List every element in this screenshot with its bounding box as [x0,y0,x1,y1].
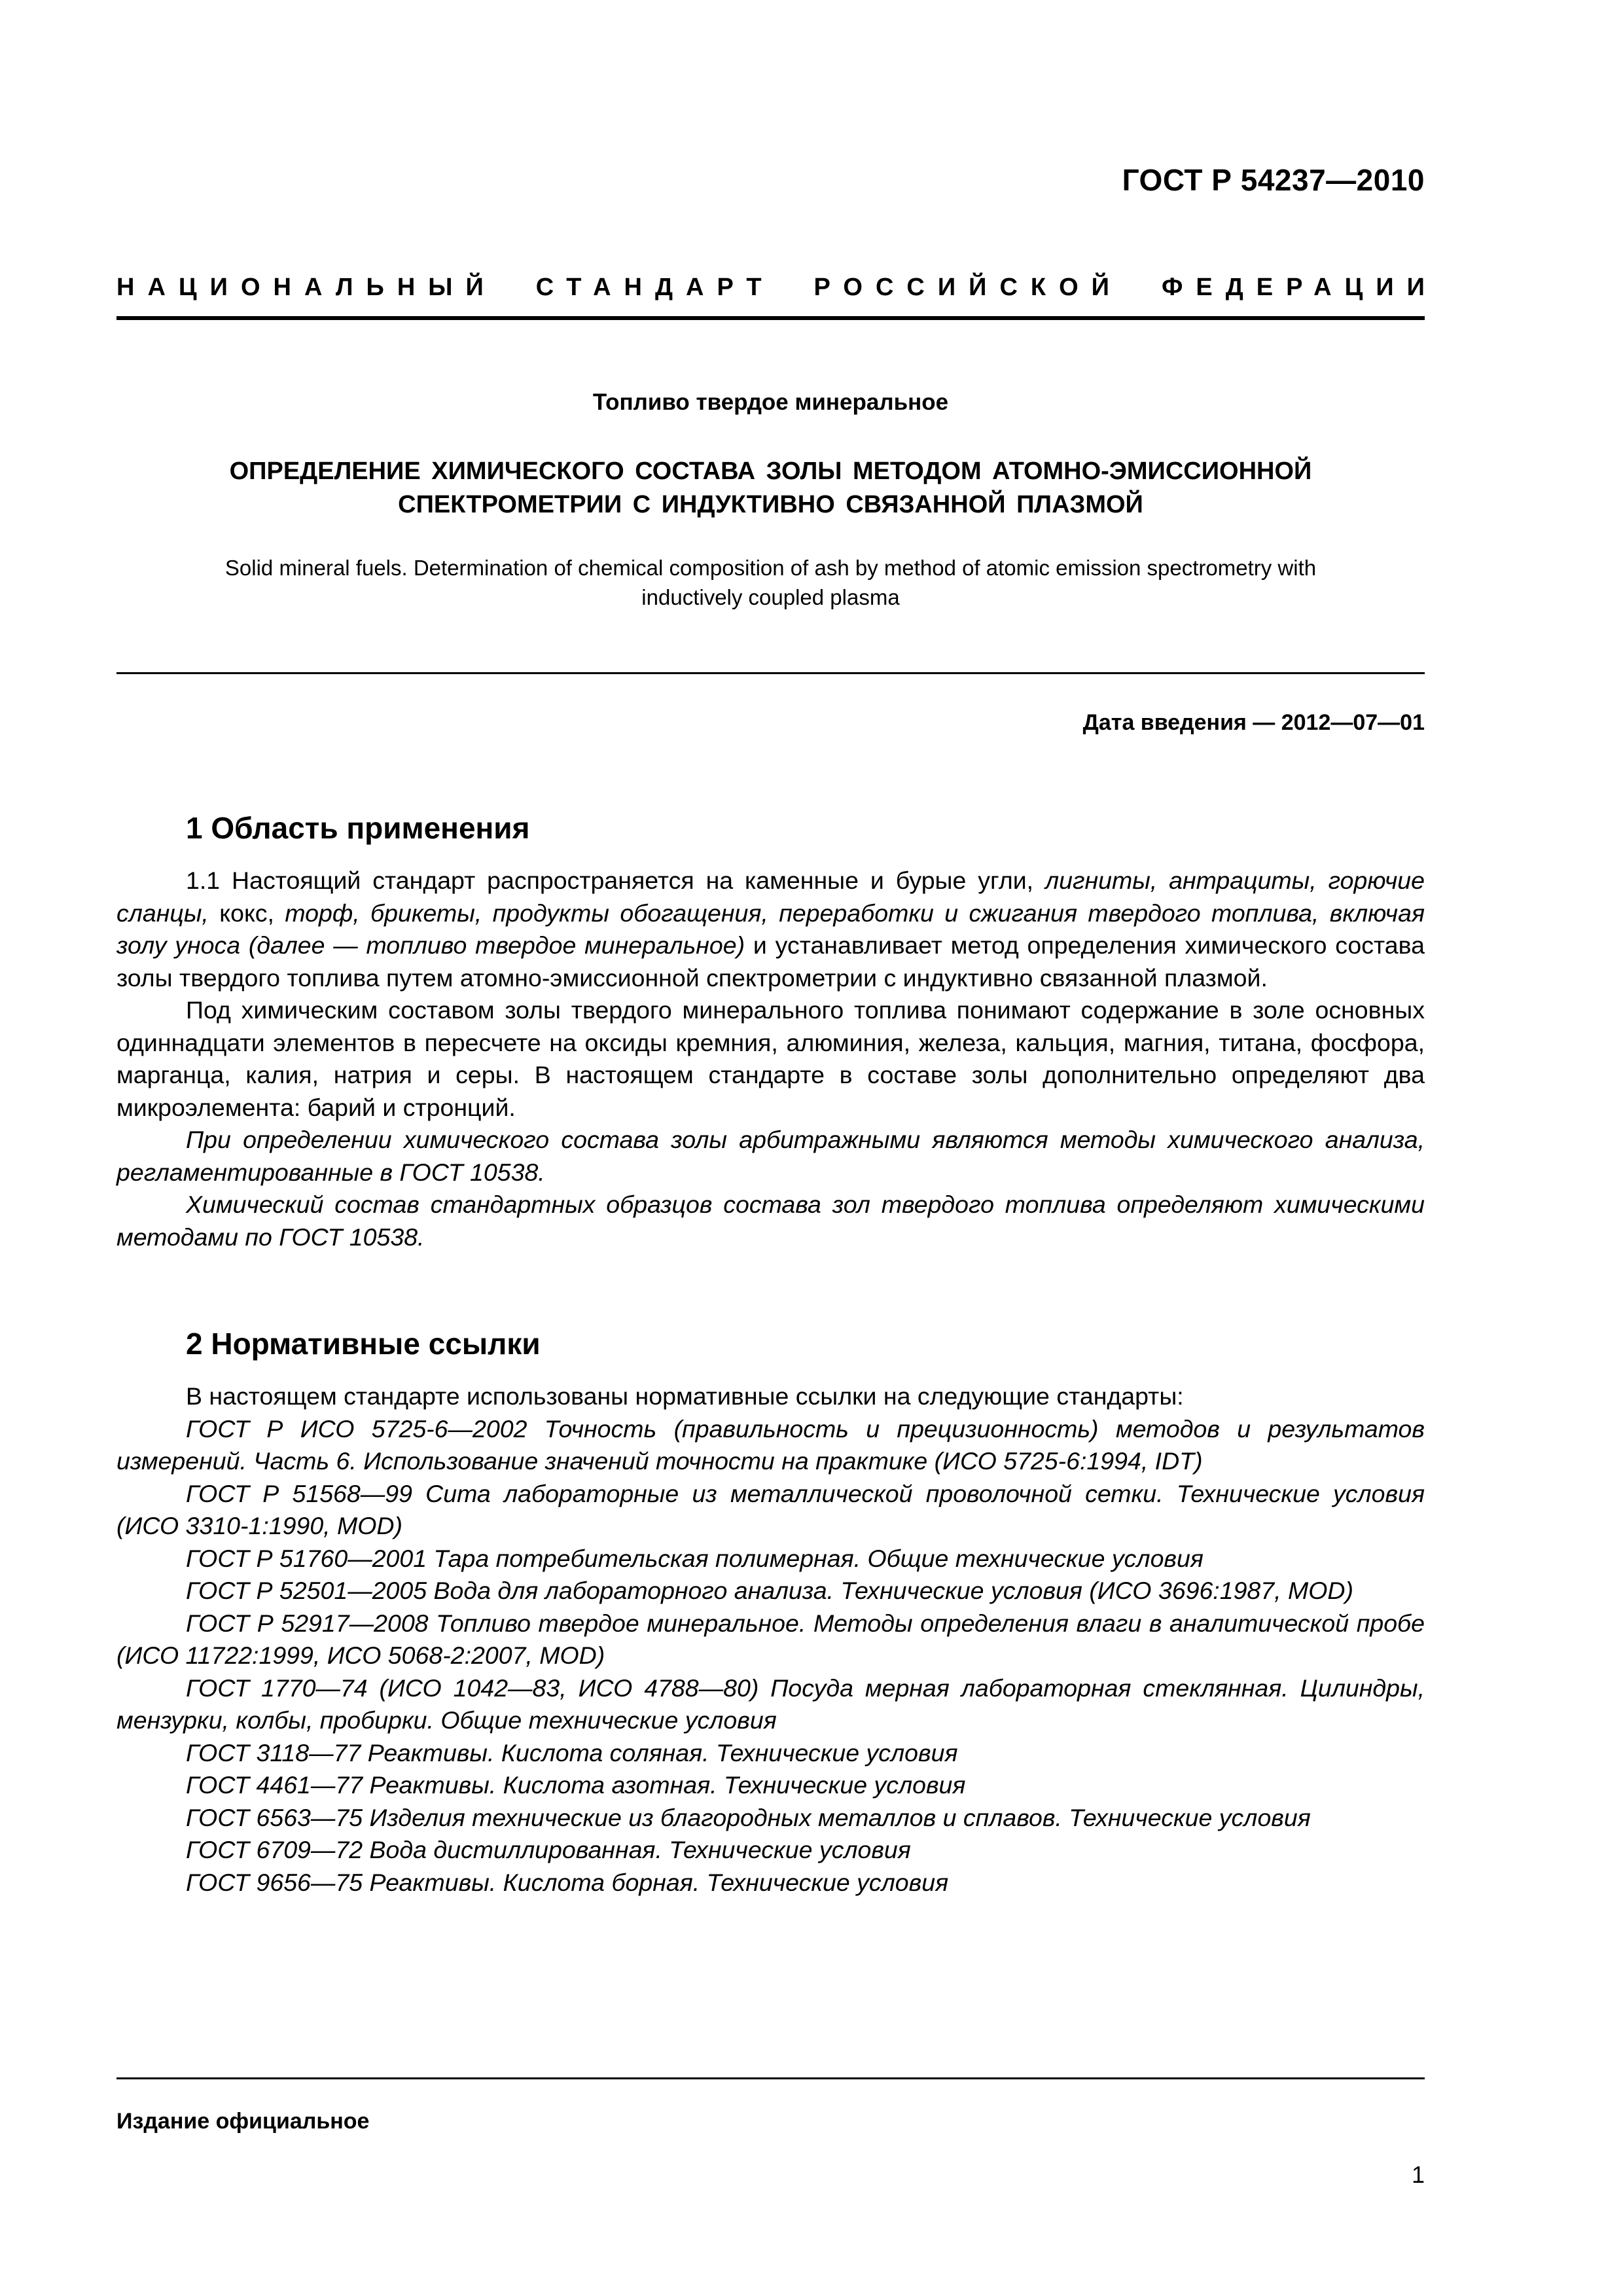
title-divider [116,672,1425,674]
reference-item: ГОСТ Р 52917—2008 Топливо твердое минеральное. Методы определения влаги в аналитической пробе (ИСО 11722:1999, ИСО 5068-2:2007, MOD) [116,1609,1425,1669]
document-title [116,455,1425,522]
document-page [116,0,1438,2296]
section-scope-body [116,865,1425,1253]
text-run: и устанавливает метод определения химического состава золы твердого топлива путем атомно-эмиссионной спектрометрии с индуктивно связанной плазмой. [116,931,1425,992]
paragraph: Химический состав стандартных образцов состава зол твердого топлива определяют химическими методами по ГОСТ 10538. [116,1191,1425,1251]
paragraph: Под химическим составом золы твердого минерального топлива понимают содержание в золе основных одиннадцати элементов в пересчете на оксиды кремния, алюминия, железа, кальция, магния, титана, фосфора, марганца, калия, натрия и серы. В настоящем стандарте в составе золы дополнительно определяют два микроэлемента: барий и стронций. [116,996,1425,1121]
gost-code: ГОСТ Р 54237—2010 [1122,163,1425,197]
title-line: ОПРЕДЕЛЕНИЕ ХИМИЧЕСКОГО СОСТАВА ЗОЛЫ МЕТОДОМ АТОМНО-ЭМИССИОННОЙ [229,457,1312,485]
reference-item: ГОСТ Р ИСО 5725-6—2002 Точность (правильность и прецизионность) методов и результатов измерений. Часть 6. Использование значений точности на практике (ИСО 5725-6:1994, IDT) [116,1414,1425,1475]
official-edition-label: Издание официальное [116,2109,370,2134]
paragraph: При определении химического состава золы арбитражными являются методы химического анализа, регламентированные в ГОСТ 10538. [116,1126,1425,1186]
text-run: кокс, [208,899,285,927]
banner-word: ФЕДЕРАЦИИ [1161,274,1438,301]
section-normative-refs-body [116,1380,1425,1899]
document-subtitle: Топливо твердое минеральное [592,389,949,415]
paragraph: В настоящем стандарте использованы нормативные ссылки на следующие стандарты: [186,1382,1184,1410]
reference-item: ГОСТ 4461—77 Реактивы. Кислота азотная. Технические условия [186,1771,966,1799]
english-title-line: Solid mineral fuels. Determination of chemical composition of ash by method of atomic emission spectrometry with [224,556,1317,580]
section-heading-normative-refs: 2 Нормативные ссылки [186,1327,541,1361]
paragraph [116,865,1425,994]
header-divider [116,316,1425,320]
reference-item: ГОСТ Р 51568—99 Сита лабораторные из металлической проволочной сетки. Технические условия (ИСО 3310-1:1990, MOD) [116,1479,1425,1539]
national-standard-banner [116,274,1438,302]
reference-item: ГОСТ 6563—75 Изделия технические из благородных металлов и сплавов. Технические условия [186,1803,1311,1831]
reference-item: ГОСТ Р 51760—2001 Тара потребительская полимерная. Общие технические условия [186,1544,1204,1572]
introduction-date: Дата введения — 2012—07—01 [1082,710,1425,735]
text-run-italic: торф, брикеты, продукты обогащения, переработки и сжигания твердого топлива, включая золу уноса (далее — топливо твердое минеральное) [116,899,1425,959]
section-heading-scope: 1 Область применения [186,811,530,845]
reference-item: ГОСТ 3118—77 Реактивы. Кислота соляная. Технические условия [186,1738,958,1767]
page-number: 1 [1411,2161,1425,2188]
text-run-italic: лигниты, антрациты, горючие сланцы, [116,867,1425,927]
banner-word: СТАНДАРТ [535,274,775,301]
reference-item: ГОСТ 6709—72 Вода дистиллированная. Технические условия [186,1836,911,1863]
footer-divider [116,2077,1425,2079]
title-line: СПЕКТРОМЕТРИИ С ИНДУКТИВНО СВЯЗАННОЙ ПЛАЗМОЙ [398,491,1143,518]
reference-item: ГОСТ 1770—74 (ИСО 1042—83, ИСО 4788—80) Посуда мерная лабораторная стеклянная. Цилиндры, мензурки, колбы, пробирки. Общие технические условия [116,1674,1425,1734]
reference-item: ГОСТ 9656—75 Реактивы. Кислота борная. Технические условия [186,1868,949,1896]
english-title [136,553,1405,612]
text-run: 1.1 Настоящий стандарт распространяется на каменные и бурые угли, [186,867,1045,894]
banner-word: РОССИЙСКОЙ [813,274,1122,301]
reference-item: ГОСТ Р 52501—2005 Вода для лабораторного анализа. Технические условия (ИСО 3696:1987, MOD) [186,1577,1353,1604]
english-title-line: inductively coupled plasma [641,585,900,609]
banner-word: НАЦИОНАЛЬНЫЙ [116,274,497,301]
